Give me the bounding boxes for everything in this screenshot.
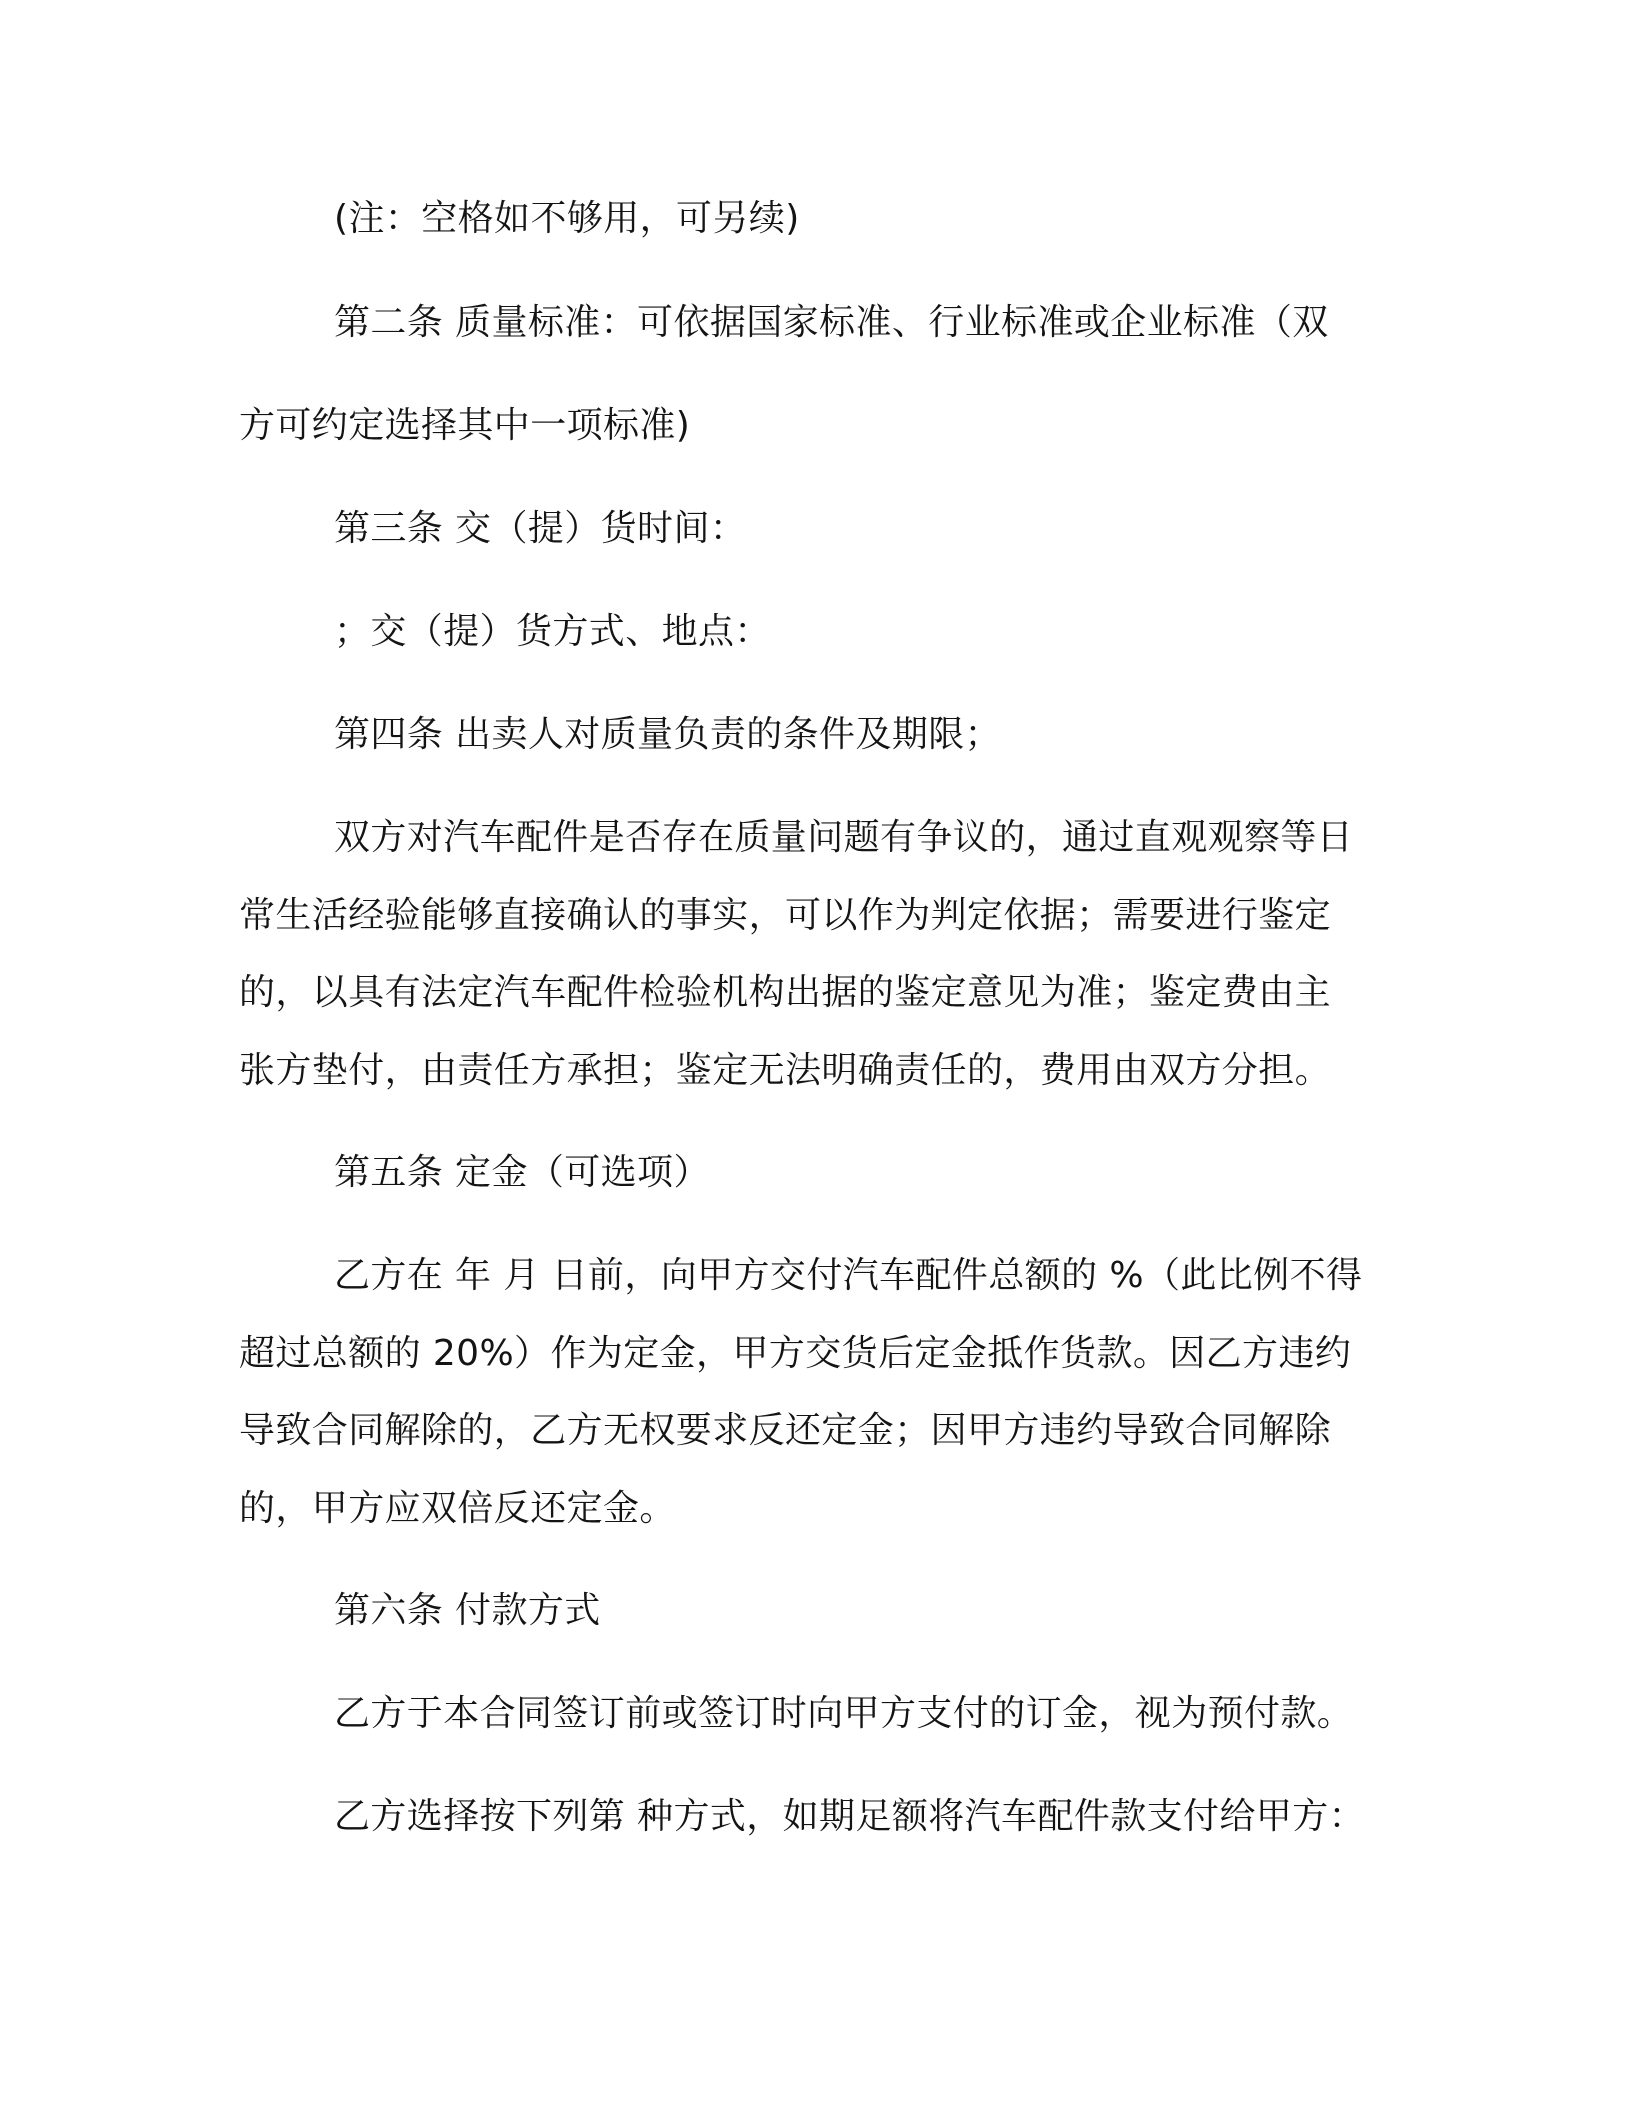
article-6-heading: 第六条 付款方式 (334, 1590, 601, 1631)
article-5-paragraph-line: 导致合同解除的，乙方无权要求反还定金；因甲方违约导致合同解除 (239, 1410, 1332, 1451)
article-4-paragraph-line: 的，以具有法定汽车配件检验机构出据的鉴定意见为准；鉴定费由主 (239, 972, 1332, 1013)
article-5-paragraph-line: 的，甲方应双倍反还定金。 (239, 1488, 676, 1529)
article-3-delivery-line: ；交（提）货方式、地点： (334, 611, 771, 652)
note-line: (注：空格如不够用，可另续) (334, 198, 800, 239)
article-2-heading: 第二条 质量标准：可依据国家标准、行业标准或企业标准（双 (334, 302, 1329, 343)
article-2-continuation: 方可约定选择其中一项标准) (239, 405, 691, 446)
article-3-heading: 第三条 交（提）货时间： (334, 508, 747, 549)
article-5-paragraph-line: 超过总额的 20%）作为定金，甲方交货后定金抵作货款。因乙方违约 (239, 1333, 1352, 1374)
article-6-paragraph-line: 乙方选择按下列第 种方式，如期足额将汽车配件款支付给甲方： (334, 1796, 1366, 1837)
article-5-heading: 第五条 定金（可选项） (334, 1152, 710, 1193)
article-6-paragraph-line: 乙方于本合同签订前或签订时向甲方支付的订金，视为预付款。 (334, 1693, 1354, 1734)
article-4-paragraph-line: 张方垫付，由责任方承担；鉴定无法明确责任的，费用由双方分担。 (239, 1050, 1332, 1091)
article-4-heading: 第四条 出卖人对质量负责的条件及期限； (334, 714, 1002, 755)
article-4-paragraph-line: 双方对汽车配件是否存在质量问题有争议的，通过直观观察等日 (334, 817, 1354, 858)
article-5-paragraph-line: 乙方在 年 月 日前，向甲方交付汽车配件总额的 %（此比例不得 (334, 1255, 1363, 1296)
article-4-paragraph-line: 常生活经验能够直接确认的事实，可以作为判定依据；需要进行鉴定 (239, 895, 1332, 936)
